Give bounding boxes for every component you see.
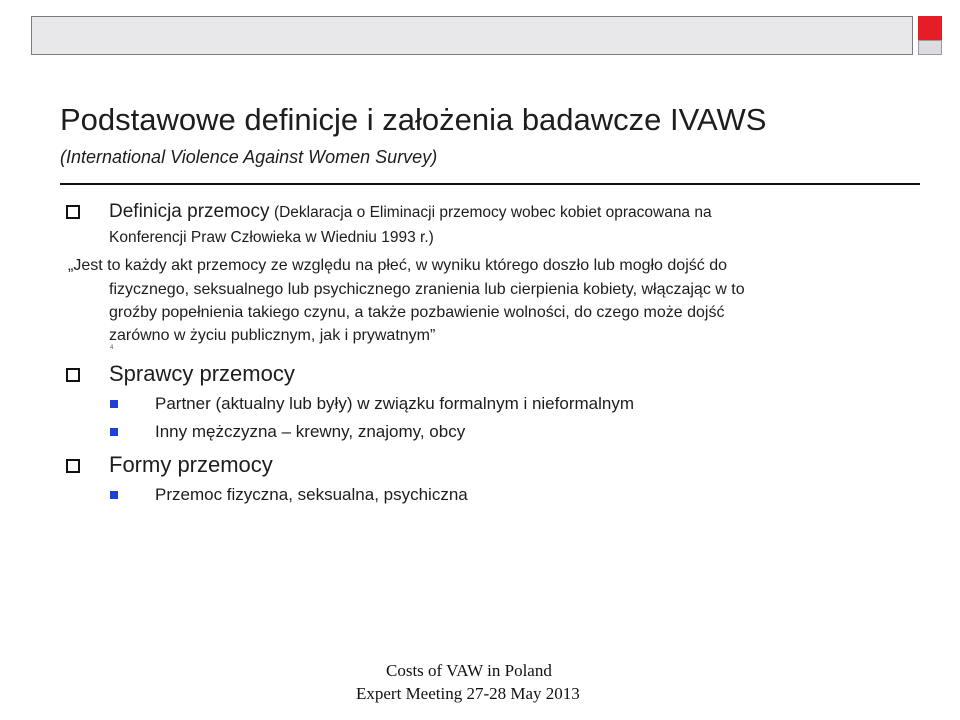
quote-line-1: „Jest to każdy akt przemocy ze względu na płeć, w wyniku którego doszło lub mogło dojść do — [68, 257, 727, 274]
slide-subtitle: (International Violence Against Women Survey) — [60, 147, 438, 167]
blue-square-bullet-icon — [110, 400, 118, 408]
definition-note-cont: Konferencji Praw Człowieka w Wiedniu 1993 r.) — [109, 229, 434, 246]
definition-note: (Deklaracja o Eliminacji przemocy wobec kobiet opracowana na — [273, 204, 712, 221]
square-bullet-icon — [66, 368, 80, 382]
gray-corner-block — [918, 40, 942, 55]
forms-item-1: Przemoc fizyczna, seksualna, psychiczna — [155, 485, 468, 504]
quote-line-3: groźby popełnienia takiego czynu, a także pozbawienie wolności, do czego może dojść — [109, 304, 725, 321]
square-bullet-icon — [66, 205, 80, 219]
definition-heading: Definicja przemocy — [109, 201, 270, 222]
quote-line-4: zarówno w życiu publicznym, jak i prywatnym” — [109, 327, 436, 344]
footer-line-2: Expert Meeting 27-28 May 2013 — [356, 684, 580, 703]
square-bullet-icon — [66, 459, 80, 473]
red-corner-block — [918, 16, 942, 40]
title-divider — [60, 183, 920, 185]
blue-square-bullet-icon — [110, 491, 118, 499]
tiny-mark: 4 — [110, 345, 114, 351]
perpetrator-item-2: Inny mężczyzna – krewny, znajomy, obcy — [155, 422, 466, 441]
perpetrators-heading: Sprawcy przemocy — [109, 361, 295, 386]
definition-line — [109, 200, 712, 225]
blue-square-bullet-icon — [110, 428, 118, 436]
quote-line-2: fizycznego, seksualnego lub psychicznego zranienia lub cierpienia kobiety, włączając w to — [109, 281, 745, 298]
top-decorative-bar — [31, 16, 913, 55]
slide-title: Podstawowe definicje i założenia badawcze IVAWS — [60, 102, 767, 137]
footer-line-1: Costs of VAW in Poland — [386, 661, 552, 680]
perpetrator-item-1: Partner (aktualny lub były) w związku formalnym i nieformalnym — [155, 394, 634, 413]
forms-heading: Formy przemocy — [109, 452, 273, 477]
